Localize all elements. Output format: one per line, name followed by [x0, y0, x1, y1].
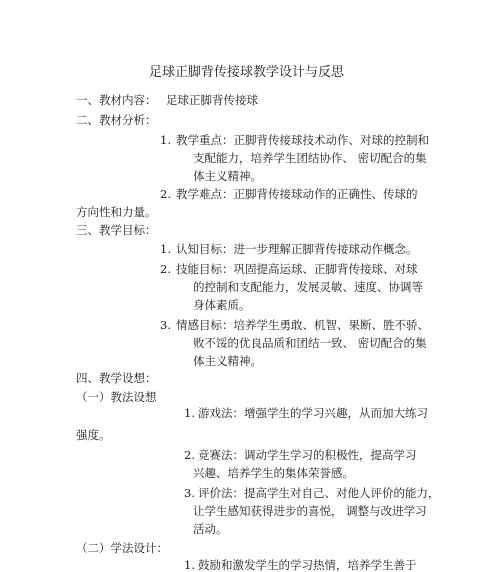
- section-1-label: 一、教材内容：: [76, 93, 157, 107]
- document-title: 足球正脚背传接球教学设计与反思: [149, 65, 345, 80]
- section-1-content: 足球正脚背传接球: [166, 93, 258, 107]
- section-2-item-2-line-1: 教学难点：正脚背传接球动作的正确性、传球的: [176, 187, 418, 201]
- subsection-1-item-1-continuation: 强度。: [76, 428, 111, 442]
- section-3-item-1-number: 1.: [160, 242, 171, 256]
- section-2-label: 二、教材分析：: [76, 113, 157, 127]
- subsection-1-item-1-line-1: 游戏法：增强学生的学习兴趣，从而加大练习: [198, 406, 428, 420]
- subsection-2-item-1-number: 1.: [184, 558, 195, 572]
- subsection-2-item-1-line-1: 鼓励和激发学生的学习热情，培养学生善于: [198, 558, 417, 572]
- section-2-item-1-number: 1.: [160, 133, 171, 147]
- section-2-item-1-line-2: 支配能力，培养学生团结协作、 密切配合的集: [193, 151, 427, 165]
- subsection-1-item-1-number: 1.: [184, 406, 195, 420]
- section-3-item-2-line-1: 技能目标：巩固提高运球、正脚背传接球、对球: [176, 262, 418, 276]
- subsection-1-item-3-line-1: 评价法：提高学生对自己、对他人评价的能力，: [198, 486, 440, 500]
- subsection-2-label: （二）学法设计：: [76, 541, 168, 555]
- section-3-item-2-line-2: 的控制和支配能力，发展灵敏、速度、协调等: [193, 280, 423, 294]
- section-4-label: 四、教学设想：: [76, 371, 157, 385]
- section-3-item-3-line-2: 败不馁的优良品质和团结一致、 密切配合的集: [193, 336, 427, 350]
- subsection-1-item-2-number: 2.: [184, 448, 195, 462]
- section-2-item-1-line-3: 体主义精神。: [193, 169, 262, 183]
- section-2-item-2-number: 2.: [160, 187, 171, 201]
- section-3-item-2-line-3: 身体素质。: [193, 298, 251, 312]
- section-3-label: 三、教学目标：: [76, 223, 157, 237]
- subsection-1-item-2-line-2: 兴趣、培养学生的集体荣誉感。: [193, 466, 354, 480]
- section-3-item-3-line-1: 情感目标：培养学生勇敢、机智、果断、胜不骄、: [176, 318, 429, 332]
- section-2-item-2-continuation: 方向性和力量。: [76, 205, 157, 219]
- subsection-1-item-3-line-3: 活动。: [193, 522, 228, 536]
- subsection-1-item-3-line-2: 让学生感知获得进步的喜悦， 调整与改进学习: [193, 504, 427, 518]
- section-3-item-3-number: 3.: [160, 318, 171, 332]
- section-3-item-1-line-1: 认知目标：进一步理解正脚背传接球动作概念。: [176, 242, 418, 256]
- section-2-item-1-line-1: 教学重点：正脚背传接球技术动作、对球的控制和: [176, 133, 429, 147]
- section-3-item-3-line-3: 体主义精神。: [193, 354, 262, 368]
- section-3-item-2-number: 2.: [160, 262, 171, 276]
- subsection-1-label: （一）教法设想: [76, 390, 157, 404]
- subsection-1-item-2-line-1: 竞赛法：调动学生学习的积极性，提高学习: [198, 448, 417, 462]
- subsection-1-item-3-number: 3.: [184, 486, 195, 500]
